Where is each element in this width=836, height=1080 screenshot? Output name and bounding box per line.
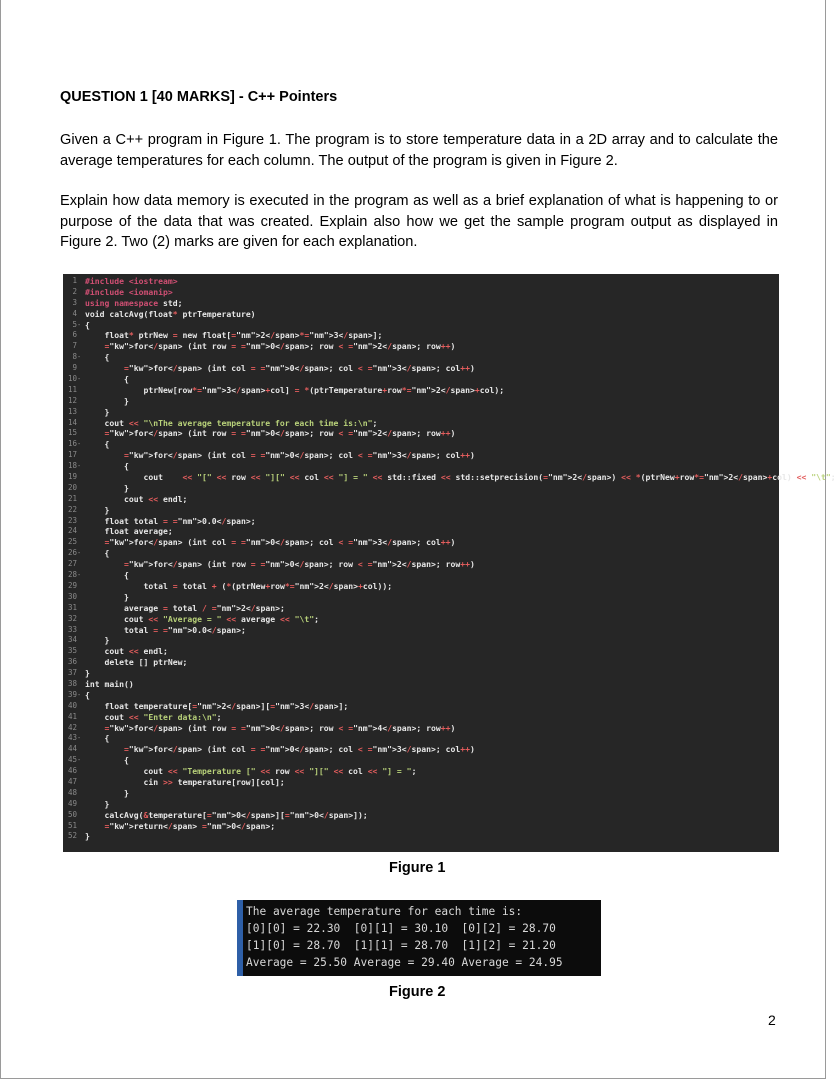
- figure-1-caption: Figure 1: [389, 860, 446, 876]
- fold-marker-icon: -: [77, 353, 82, 362]
- code-line: [63, 570, 779, 581]
- line-number: 19: [67, 472, 77, 482]
- line-number: 28: [67, 570, 77, 580]
- line-number: 16: [67, 439, 77, 449]
- line-number: 42: [67, 722, 77, 732]
- code-line: [63, 810, 779, 821]
- fold-marker-icon: -: [77, 756, 82, 765]
- code-text: {: [85, 689, 90, 700]
- code-line: [63, 341, 779, 352]
- code-line: [63, 461, 779, 472]
- page-number: 2: [768, 1012, 776, 1028]
- line-number: 11: [67, 384, 77, 394]
- line-number: 15: [67, 428, 77, 438]
- fold-marker-icon: -: [77, 734, 82, 743]
- code-text: ="kw">for</span> (int row = ="nm">0</span>; row < ="nm">4</span>; row++): [104, 722, 456, 733]
- code-line: [63, 363, 779, 374]
- line-number: 17: [67, 450, 77, 460]
- line-number: 29: [67, 580, 77, 590]
- code-line: [63, 330, 779, 341]
- code-line: [63, 352, 779, 363]
- line-number: 10: [67, 374, 77, 384]
- line-number: 44: [67, 744, 77, 754]
- code-text: {: [85, 570, 129, 581]
- code-line: [63, 483, 779, 494]
- code-line: [63, 701, 779, 712]
- code-line: [63, 831, 779, 842]
- code-text: delete [] ptrNew;: [85, 657, 188, 668]
- line-number: 2: [72, 286, 77, 296]
- line-number: 20: [67, 482, 77, 492]
- code-text: }: [85, 798, 110, 809]
- line-number: 36: [67, 657, 77, 667]
- code-line: [63, 679, 779, 690]
- code-line: [63, 712, 779, 723]
- code-line: [63, 603, 779, 614]
- code-line: [63, 592, 779, 603]
- line-number: 18: [67, 461, 77, 471]
- code-line: [63, 287, 779, 298]
- code-text: calcAvg(&temperature[="nm">0</span>][="nm">0</span>]);: [85, 809, 368, 820]
- code-line: [63, 614, 779, 625]
- question-heading: QUESTION 1 [40 MARKS] - C++ Pointers: [60, 89, 338, 105]
- code-line: [63, 494, 779, 505]
- line-number: 40: [67, 700, 77, 710]
- code-line: [63, 472, 836, 483]
- line-number: 6: [72, 330, 77, 340]
- code-line: [63, 298, 779, 309]
- code-line: [63, 548, 779, 559]
- code-line: [63, 418, 779, 429]
- line-number: 23: [67, 515, 77, 525]
- code-line: [63, 723, 779, 734]
- line-number: 1: [72, 276, 77, 285]
- fold-marker-icon: -: [77, 549, 82, 558]
- code-text: ="kw">for</span> (int col = ="nm">0</span>; col < ="nm">3</span>; col++): [104, 537, 456, 548]
- code-line: [63, 559, 779, 570]
- fold-marker-icon: -: [77, 440, 82, 449]
- line-number: 12: [67, 395, 77, 405]
- code-line: [63, 320, 779, 331]
- figure-2-caption: Figure 2: [389, 984, 446, 1000]
- code-text: }: [85, 406, 110, 417]
- code-text: }: [85, 395, 129, 406]
- code-text: int main(): [85, 678, 134, 689]
- console-line: [0][0] = 22.30 [0][1] = 30.10 [0][2] = 28.70: [246, 922, 556, 935]
- code-text: ="kw">for</span> (int col = ="nm">0</span>; col < ="nm">3</span>; col++): [123, 744, 475, 755]
- code-text: {: [85, 461, 129, 472]
- code-text: cout << "[" << row << "][" << col << "] = " << std::fixed << std::setprecision(="nm">2</span>) << *(ptrNew+row*="nm">2</span>+col) << "\t";: [85, 472, 836, 483]
- code-line: [63, 407, 779, 418]
- question-paragraph-2: Explain how data memory is executed in the program as well as a brief explanation of what is happening to or purpose of the data that was created. Explain also how we get the sample program output as displayed in Figure 2. Two (2) marks are given for each explanation.: [60, 193, 778, 250]
- line-number: 21: [67, 493, 77, 503]
- line-number: 32: [67, 613, 77, 623]
- line-number: 43: [67, 733, 77, 743]
- code-text: float* ptrNew = new float[="nm">2</span>*="nm">3</span>];: [85, 330, 383, 341]
- code-line: [63, 788, 779, 799]
- code-line: [63, 744, 779, 755]
- code-text: }: [85, 482, 129, 493]
- line-number: 26: [67, 548, 77, 558]
- code-text: ="kw">for</span> (int row = ="nm">0</span>; row < ="nm">2</span>; row++): [123, 559, 475, 570]
- line-number: 48: [67, 787, 77, 797]
- line-number: 41: [67, 711, 77, 721]
- code-line: [63, 439, 779, 450]
- code-text: average = total / ="nm">2</span>;: [85, 602, 285, 613]
- code-text: float total = ="nm">0.0</span>;: [85, 515, 256, 526]
- code-line: [63, 657, 779, 668]
- line-number: 51: [67, 820, 77, 830]
- code-text: ptrNew[row*="nm">3</span>+col] = *(ptrTemperature+row*="nm">2</span>+col);: [85, 384, 505, 395]
- line-number: 35: [67, 646, 77, 656]
- line-number: 5: [72, 319, 77, 329]
- code-text: {: [85, 439, 110, 450]
- line-number: 52: [67, 831, 77, 841]
- code-line: [63, 450, 779, 461]
- code-text: cout << endl;: [85, 646, 168, 657]
- line-number: 50: [67, 809, 77, 819]
- code-line: [63, 799, 779, 810]
- line-number: 45: [67, 755, 77, 765]
- code-text: total = ="nm">0.0</span>;: [85, 624, 246, 635]
- line-number: 22: [67, 504, 77, 514]
- code-lines: [63, 276, 836, 842]
- code-text: using namespace std;: [85, 297, 183, 308]
- code-line: [63, 276, 779, 287]
- code-text: cout << "Temperature [" << row << "][" << col << "] = ";: [85, 766, 417, 777]
- code-line: [63, 777, 779, 788]
- code-line: [63, 537, 779, 548]
- code-text: {: [85, 319, 90, 330]
- code-line: [63, 505, 779, 516]
- code-line: [63, 635, 779, 646]
- code-text: {: [85, 733, 110, 744]
- line-number: 24: [67, 526, 77, 536]
- code-text: {: [85, 374, 129, 385]
- code-text: float temperature[="nm">2</span>][="nm">3</span>];: [85, 700, 349, 711]
- code-text: #include <iomanip>: [85, 286, 173, 297]
- code-line: [63, 428, 779, 439]
- code-text: void calcAvg(float* ptrTemperature): [85, 308, 256, 319]
- line-number: 13: [67, 406, 77, 416]
- code-text: {: [85, 755, 129, 766]
- console-line: Average = 25.50 Average = 29.40 Average = 24.95: [246, 956, 563, 969]
- line-number: 33: [67, 624, 77, 634]
- line-number: 9: [72, 363, 77, 373]
- code-line: [63, 625, 779, 636]
- code-line: [63, 374, 779, 385]
- line-number: 37: [67, 668, 77, 678]
- code-line: [63, 766, 779, 777]
- line-number: 14: [67, 417, 77, 427]
- code-text: ="kw">for</span> (int col = ="nm">0</span>; col < ="nm">3</span>; col++): [123, 363, 475, 374]
- code-line: [63, 581, 779, 592]
- code-text: {: [85, 548, 110, 559]
- code-text: cout << "Average = " << average << "\t";: [85, 613, 319, 624]
- code-line: [63, 526, 779, 537]
- line-number: 27: [67, 559, 77, 569]
- line-number: 30: [67, 591, 77, 601]
- code-text: #include <iostream>: [85, 276, 178, 286]
- line-number: 49: [67, 798, 77, 808]
- code-text: }: [85, 635, 110, 646]
- code-text: }: [85, 668, 90, 679]
- code-line: [63, 668, 779, 679]
- code-line: [63, 385, 779, 396]
- code-line: [63, 690, 779, 701]
- code-line: [63, 396, 779, 407]
- line-number: 31: [67, 602, 77, 612]
- code-line: [63, 755, 779, 766]
- line-number: 4: [72, 308, 77, 318]
- fold-marker-icon: -: [77, 320, 82, 329]
- code-text: ="kw">for</span> (int row = ="nm">0</span>; row < ="nm">2</span>; row++): [104, 341, 456, 352]
- code-text: cin >> temperature[row][col];: [85, 776, 285, 787]
- code-line: [63, 516, 779, 527]
- code-line: [63, 309, 779, 320]
- code-text: }: [85, 591, 129, 602]
- line-number: 25: [67, 537, 77, 547]
- line-number: 3: [72, 297, 77, 307]
- fold-marker-icon: -: [77, 462, 82, 471]
- question-paragraph-1: Given a C++ program in Figure 1. The program is to store temperature data in a 2D array and to calculate the average temperatures for each column. The output of the program is given in Figure 2.: [60, 132, 778, 169]
- console-line: The average temperature for each time is:: [246, 905, 523, 918]
- code-text: ="kw">for</span> (int row = ="nm">0</span>; row < ="nm">2</span>; row++): [104, 428, 456, 439]
- line-number: 8: [72, 352, 77, 362]
- code-text: }: [85, 504, 110, 515]
- line-number: 47: [67, 776, 77, 786]
- code-text: cout << "Enter data:\n";: [85, 711, 222, 722]
- fold-marker-icon: -: [77, 375, 82, 384]
- console-line: [1][0] = 28.70 [1][1] = 28.70 [1][2] = 21.20: [246, 939, 556, 952]
- code-text: }: [85, 787, 129, 798]
- code-line: [63, 821, 779, 832]
- code-text: cout << "\nThe average temperature for each time is:\n";: [85, 417, 378, 428]
- code-text: ="kw">return</span> ="nm">0</span>;: [104, 820, 276, 831]
- code-text: total = total + (*(ptrNew+row*="nm">2</span>+col));: [85, 580, 393, 591]
- line-number: 38: [67, 678, 77, 688]
- fold-marker-icon: -: [77, 690, 82, 699]
- console-output: [237, 900, 601, 976]
- code-text: float average;: [85, 526, 173, 537]
- code-text: ="kw">for</span> (int col = ="nm">0</span>; col < ="nm">3</span>; col++): [123, 450, 475, 461]
- line-number: 39: [67, 689, 77, 699]
- code-line: [63, 733, 779, 744]
- line-number: 46: [67, 766, 77, 776]
- code-text: cout << endl;: [85, 493, 188, 504]
- line-number: 34: [67, 635, 77, 645]
- fold-marker-icon: -: [77, 571, 82, 580]
- code-text: {: [85, 352, 110, 363]
- line-number: 7: [72, 341, 77, 351]
- code-screenshot: [63, 274, 836, 852]
- code-text: }: [85, 831, 90, 842]
- code-line: [63, 646, 779, 657]
